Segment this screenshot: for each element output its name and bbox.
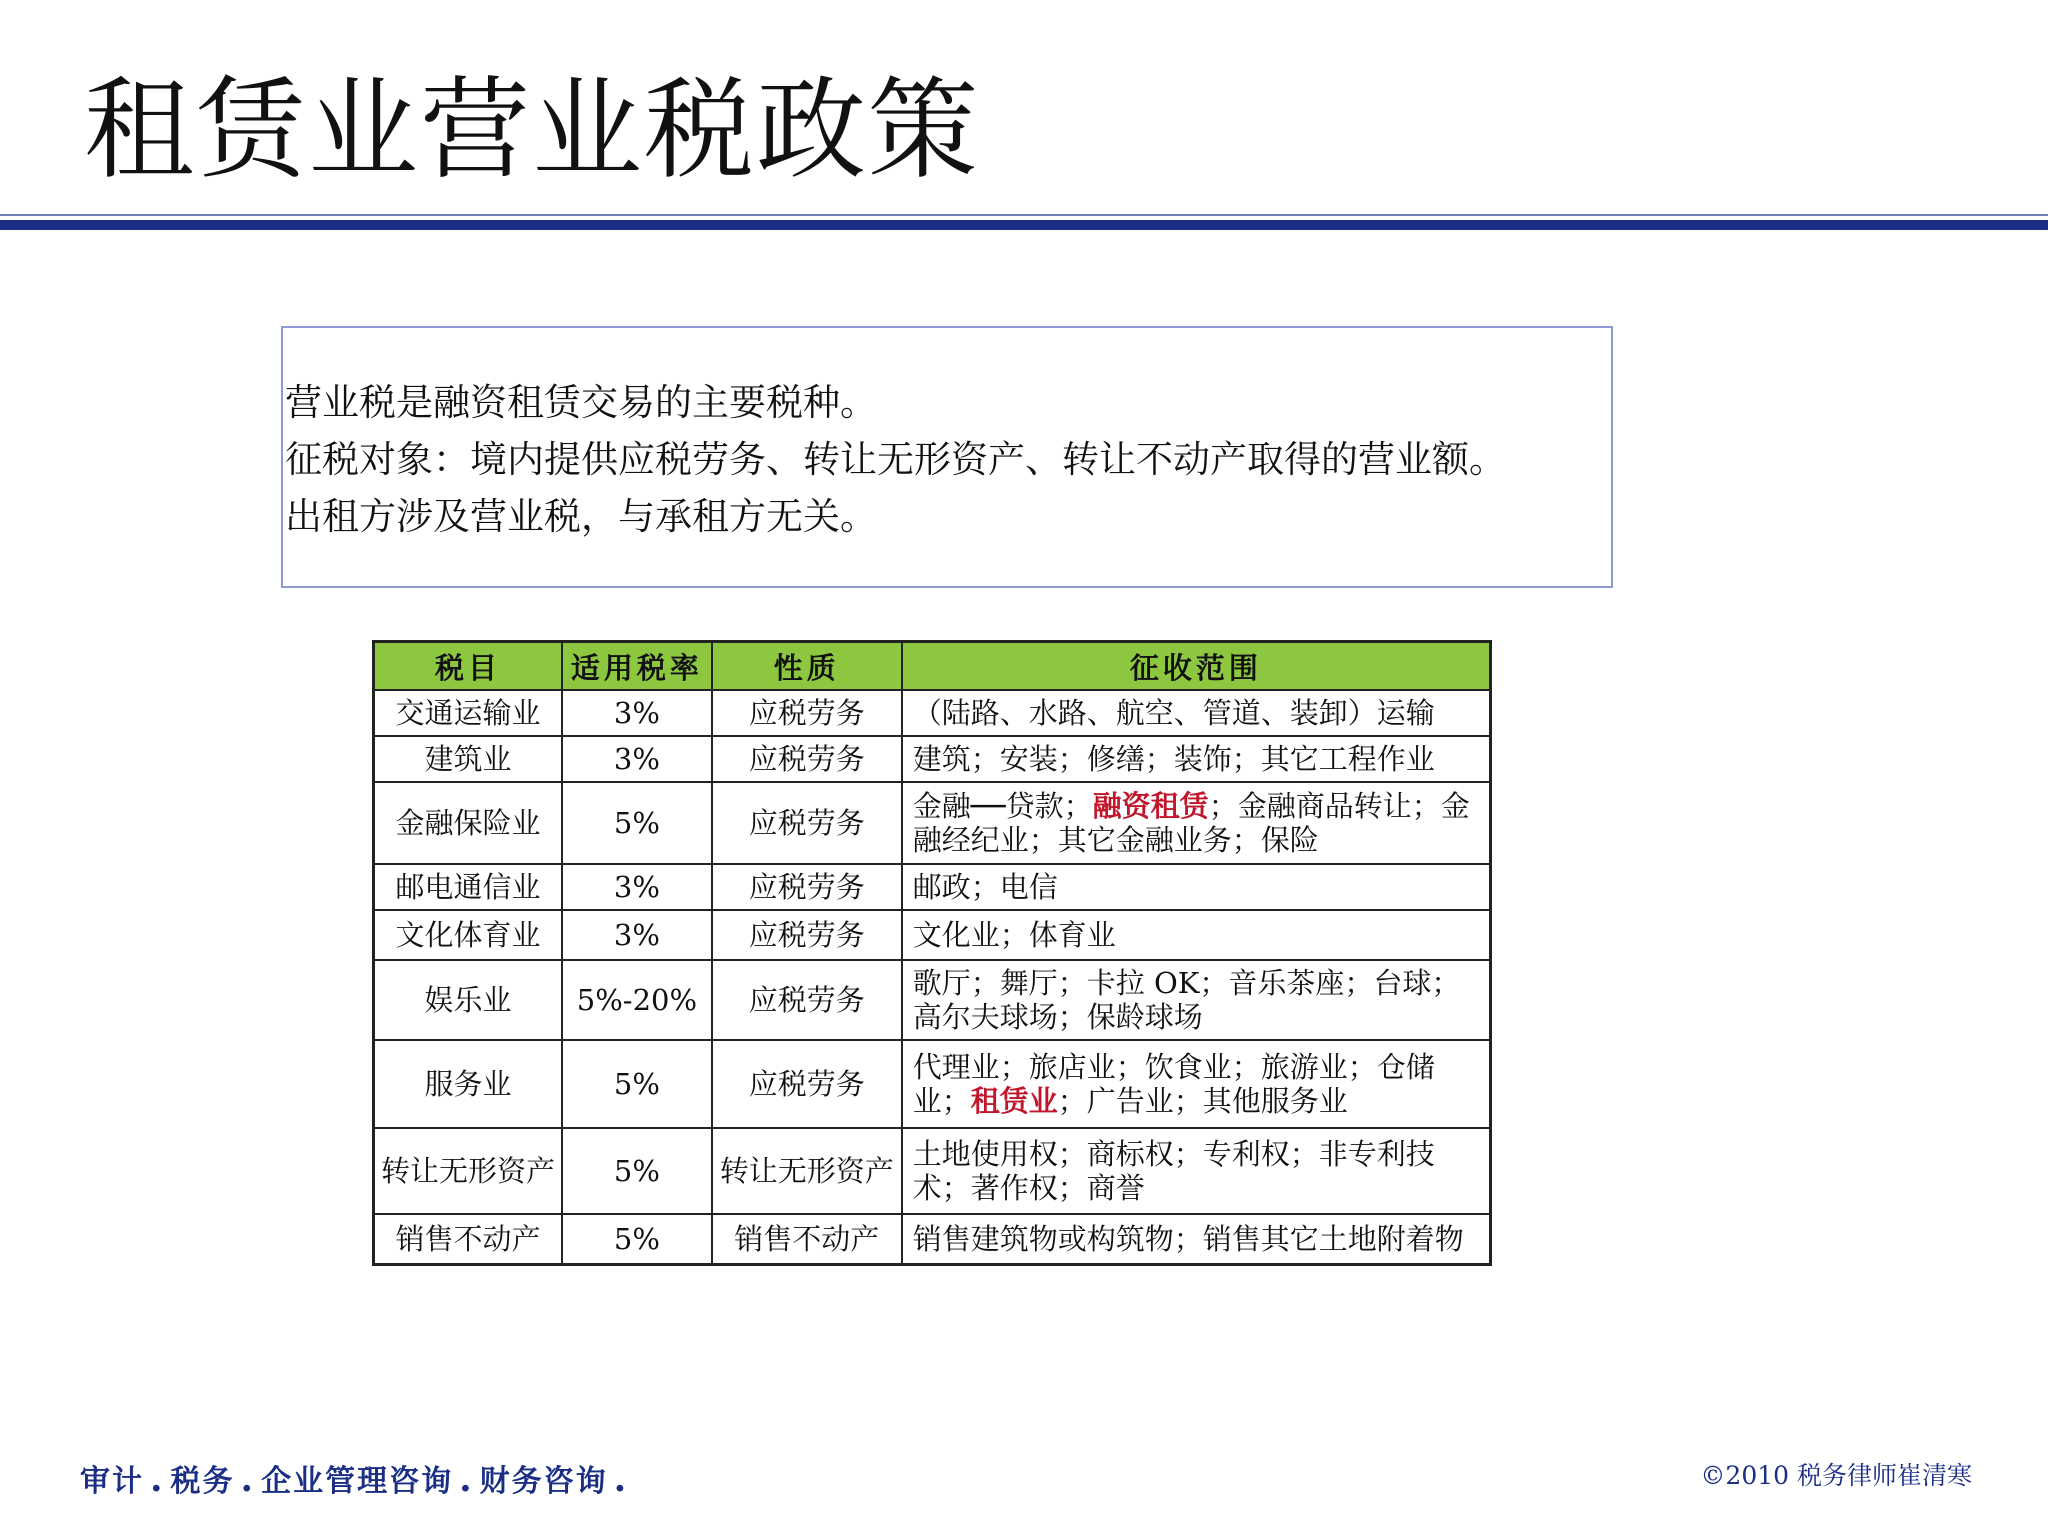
cell-item: 转让无形资产 xyxy=(374,1128,563,1214)
cell-item: 金融保险业 xyxy=(374,782,563,864)
cell-nature: 销售不动产 xyxy=(712,1214,902,1264)
cell-nature: 应税劳务 xyxy=(712,782,902,864)
table-row xyxy=(374,690,1491,736)
highlight-leasing: 租赁业 xyxy=(970,1084,1058,1118)
header-rate: 适用税率 xyxy=(562,642,712,691)
cell-rate: 5% xyxy=(562,1128,712,1214)
service-label: 企业管理咨询 xyxy=(261,1464,454,1499)
cell-scope: 土地使用权；商标权；专利权；非专利技术；著作权；商誉 xyxy=(902,1128,1491,1214)
scope-text: ；广告业；其他服务业 xyxy=(1057,1084,1348,1118)
intro-box xyxy=(281,326,1613,588)
cell-rate: 3% xyxy=(562,736,712,782)
scope-text: 代理业；旅店业；饮食业；旅游业；仓储业； xyxy=(912,1050,1435,1118)
cell-nature: 应税劳务 xyxy=(712,864,902,910)
separator-dot-icon: . xyxy=(459,1458,474,1500)
table-row xyxy=(374,864,1491,910)
cell-item: 交通运输业 xyxy=(374,690,563,736)
intro-line: 营业税是融资租赁交易的主要税种。 xyxy=(285,381,877,424)
scope-text: 金融──贷款； xyxy=(912,789,1093,823)
table-row xyxy=(374,960,1491,1040)
header-nature: 性质 xyxy=(712,642,902,691)
cell-scope: 销售建筑物或构筑物；销售其它土地附着物 xyxy=(902,1214,1491,1264)
footer-copyright: ©2010 税务律师崔清寒 xyxy=(1700,1461,1972,1490)
cell-nature: 应税劳务 xyxy=(712,690,902,736)
table-row xyxy=(374,782,1491,864)
footer-services xyxy=(80,1456,634,1500)
cell-scope xyxy=(902,1040,1491,1128)
cell-scope: （陆路、水路、航空、管道、装卸）运输 xyxy=(902,690,1491,736)
cell-item: 服务业 xyxy=(374,1040,563,1128)
cell-scope: 建筑；安装；修缮；装饰；其它工程作业 xyxy=(902,736,1491,782)
scope-text: ；金融商品转让；金融经纪业；其它金融业务；保险 xyxy=(912,789,1470,857)
cell-item: 文化体育业 xyxy=(374,910,563,960)
intro-line: 出租方涉及营业税，与承租方无关。 xyxy=(285,495,877,538)
cell-scope xyxy=(902,782,1491,864)
cell-nature: 转让无形资产 xyxy=(712,1128,902,1214)
service-label: 财务咨询 xyxy=(479,1464,608,1499)
cell-scope: 歌厅；舞厅；卡拉 OK；音乐茶座；台球；高尔夫球场；保龄球场 xyxy=(902,960,1491,1040)
cell-item: 销售不动产 xyxy=(374,1214,563,1264)
intro-line: 征税对象：境内提供应税劳务、转让无形资产、转让不动产取得的营业额。 xyxy=(285,438,1506,481)
cell-rate: 5% xyxy=(562,1214,712,1264)
header-scope: 征收范围 xyxy=(902,642,1491,691)
tax-table xyxy=(372,640,1492,1266)
cell-nature: 应税劳务 xyxy=(712,736,902,782)
cell-item: 娱乐业 xyxy=(374,960,563,1040)
cell-rate: 5% xyxy=(562,782,712,864)
cell-rate: 3% xyxy=(562,690,712,736)
page-title: 租赁业营业税政策 xyxy=(84,66,980,194)
cell-item: 建筑业 xyxy=(374,736,563,782)
cell-rate: 5%-20% xyxy=(562,960,712,1040)
table-row xyxy=(374,1040,1491,1128)
highlight-financial-leasing: 融资租赁 xyxy=(1092,789,1209,823)
title-divider xyxy=(0,220,2048,230)
cell-item: 邮电通信业 xyxy=(374,864,563,910)
table-row xyxy=(374,1128,1491,1214)
table-header-row xyxy=(374,642,1491,691)
header-item: 税目 xyxy=(374,642,563,691)
title-divider-thin xyxy=(0,214,2048,216)
cell-rate: 5% xyxy=(562,1040,712,1128)
separator-dot-icon: . xyxy=(150,1458,165,1500)
cell-scope: 文化业；体育业 xyxy=(902,910,1491,960)
cell-nature: 应税劳务 xyxy=(712,1040,902,1128)
service-label: 审计 xyxy=(80,1464,144,1499)
table-row xyxy=(374,736,1491,782)
separator-dot-icon: . xyxy=(240,1458,256,1500)
table-row xyxy=(374,1214,1491,1264)
service-label: 税务 xyxy=(170,1464,235,1499)
cell-rate: 3% xyxy=(562,910,712,960)
table-row xyxy=(374,910,1491,960)
cell-scope: 邮政；电信 xyxy=(902,864,1491,910)
cell-nature: 应税劳务 xyxy=(712,910,902,960)
separator-dot-icon: . xyxy=(613,1458,629,1500)
cell-rate: 3% xyxy=(562,864,712,910)
cell-nature: 应税劳务 xyxy=(712,960,902,1040)
